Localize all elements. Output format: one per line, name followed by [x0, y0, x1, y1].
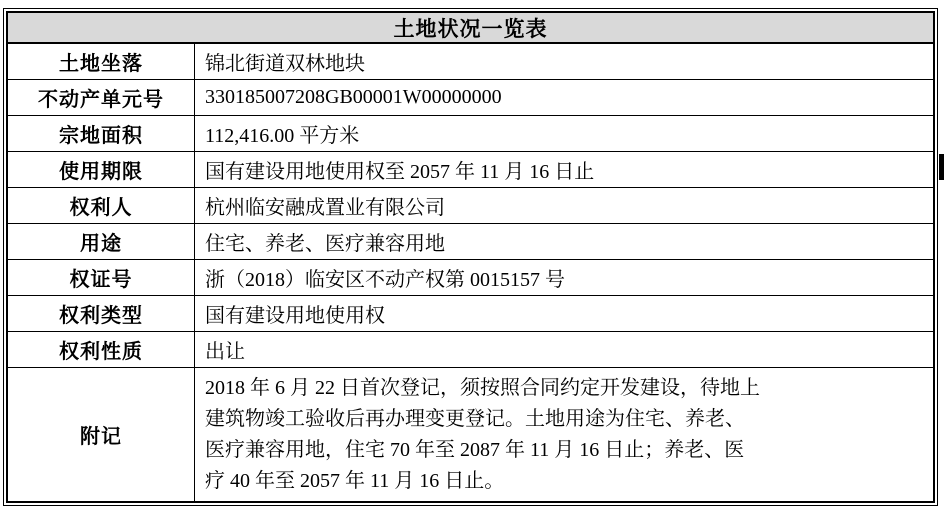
row-label: 宗地面积 [8, 116, 195, 151]
row-label: 土地坐落 [8, 44, 195, 79]
table-row-right-type [8, 296, 933, 332]
table-row-remarks [8, 368, 933, 501]
row-label: 用途 [8, 224, 195, 259]
row-value: 浙（2018）临安区不动产权第 0015157 号 [205, 269, 565, 291]
table-row-unit-number [8, 80, 933, 116]
remark-line: 2018 年 6 月 22 日首次登记，须按照合同约定开发建设，待地上 [205, 376, 760, 399]
row-value: 112,416.00 平方米 [205, 125, 360, 147]
table-row-certificate-number [8, 260, 933, 296]
remark-line: 建筑物竣工验收后再办理变更登记。土地用途为住宅、养老、 [205, 407, 745, 430]
table-row-right-holder [8, 188, 933, 224]
row-value: 杭州临安融成置业有限公司 [205, 197, 445, 219]
table-row-land-use [8, 224, 933, 260]
row-value: 国有建设用地使用权 [205, 305, 385, 327]
row-label: 权利人 [8, 188, 195, 223]
land-status-table-inner [6, 11, 935, 503]
row-value: 330185007208GB00001W00000000 [205, 86, 502, 108]
row-value: 出让 [205, 341, 245, 363]
row-label: 不动产单元号 [8, 80, 195, 115]
remark-line: 医疗兼容用地，住宅 70 年至 2087 年 11 月 16 日止；养老、医 [205, 438, 745, 461]
scrollbar-thumb[interactable] [939, 154, 944, 180]
row-label: 权证号 [8, 260, 195, 295]
table-row-right-nature [8, 332, 933, 368]
table-title: 土地状况一览表 [8, 13, 933, 44]
row-value: 国有建设用地使用权至 2057 年 11 月 16 日止 [205, 161, 595, 183]
table-row-use-period [8, 152, 933, 188]
row-label: 使用期限 [8, 152, 195, 187]
row-label: 权利性质 [8, 332, 195, 367]
table-row-parcel-area [8, 116, 933, 152]
row-value: 锦北街道双林地块 [205, 53, 365, 75]
table-row-land-location [8, 44, 933, 80]
land-status-table [3, 8, 938, 506]
row-label: 权利类型 [8, 296, 195, 331]
remark-line: 疗 40 年至 2057 年 11 月 16 日止。 [205, 469, 505, 492]
row-label: 附记 [8, 368, 195, 501]
row-value: 住宅、养老、医疗兼容用地 [205, 233, 445, 255]
row-value-remarks [195, 368, 933, 501]
